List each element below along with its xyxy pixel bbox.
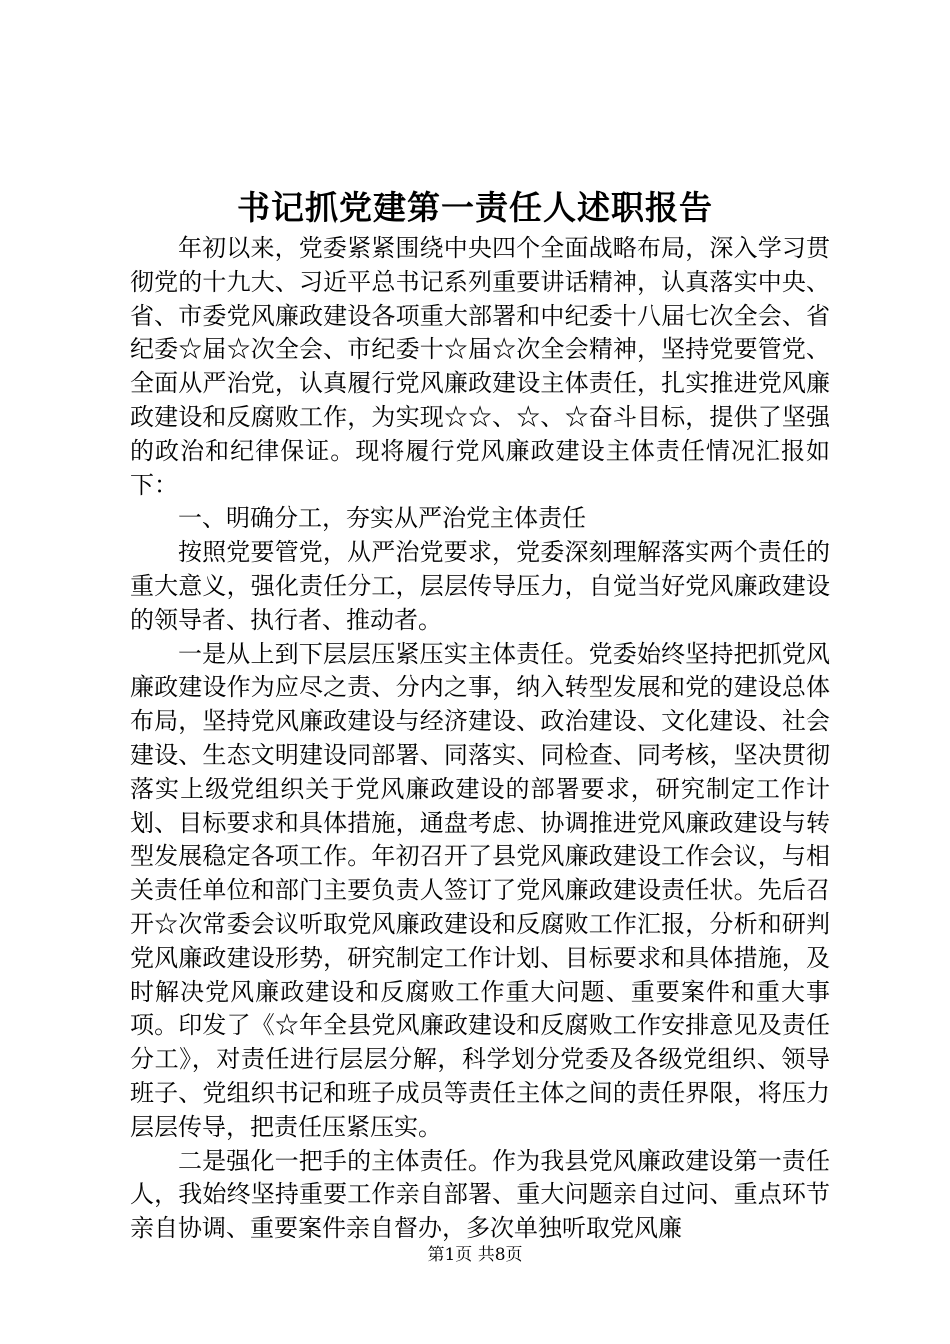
paragraph-point-1: 一是从上到下层层压紧压实主体责任。党委始终坚持把抓党风廉政建设作为应尽之责、分内之事，纳入转型发展和党的建设总体布局，坚持党风廉政建设与经济建设、政治建设、文化建设、社会建设、生态文明建设同部署、同落实、同检查、同考核，坚决贯彻落实上级党组织关于党风廉政建设的部署要求，研究制定工作计划、目标要求和具体措施，通盘考虑、协调推进党风廉政建设与转型发展稳定各项工作。年初召开了县党风廉政建设工作会议，与相关责任单位和部门主要负责人签订了党风廉政建设责任状。先后召开☆次常委会议听取党风廉政建设和反腐败工作汇报，分析和研判党风廉政建设形势，研究制定工作计划、目标要求和具体措施，及时解决党风廉政建设和反腐败工作重大问题、重要案件和重大事项。印发了《☆年全县党风廉政建设和反腐败工作安排意见及责任分工》，对责任进行层层分解，科学划分党委及各级党组织、领导班子、党组织书记和班子成员等责任主体之间的责任界限，将压力层层传导，把责任压紧压实。 [130,639,830,1141]
section-heading-1: 一、明确分工，夯实从严治党主体责任 [178,504,586,533]
document-title: 书记抓党建第一责任人述职报告 [237,188,713,227]
document-body [130,232,830,1246]
paragraph-point-2: 二是强化一把手的主体责任。作为我县党风廉政建设第一责任人，我始终坚持重要工作亲自部署、重大问题亲自过问、重点环节亲自协调、重要案件亲自督办，多次单独听取党风廉 [130,1146,830,1243]
paragraph-intro: 年初以来，党委紧紧围绕中央四个全面战略布局，深入学习贯彻党的十九大、习近平总书记系列重要讲话精神，认真落实中央、省、市委党风廉政建设各项重大部署和中纪委十八届七次全会、省纪委☆届☆次全会、市纪委十☆届☆次全会精神，坚持党要管党、全面从严治党，认真履行党风廉政建设主体责任，扎实推进党风廉政建设和反腐败工作，为实现☆☆、☆、☆奋斗目标，提供了坚强的政治和纪律保证。现将履行党风廉政建设主体责任情况汇报如下： [130,234,830,499]
paragraph-section-1-intro: 按照党要管党，从严治党要求，党委深刻理解落实两个责任的重大意义，强化责任分工，层层传导压力，自觉当好党风廉政建设的领导者、执行者、推动者。 [130,538,830,634]
page-footer: 第1页 共8页 [427,1245,523,1265]
